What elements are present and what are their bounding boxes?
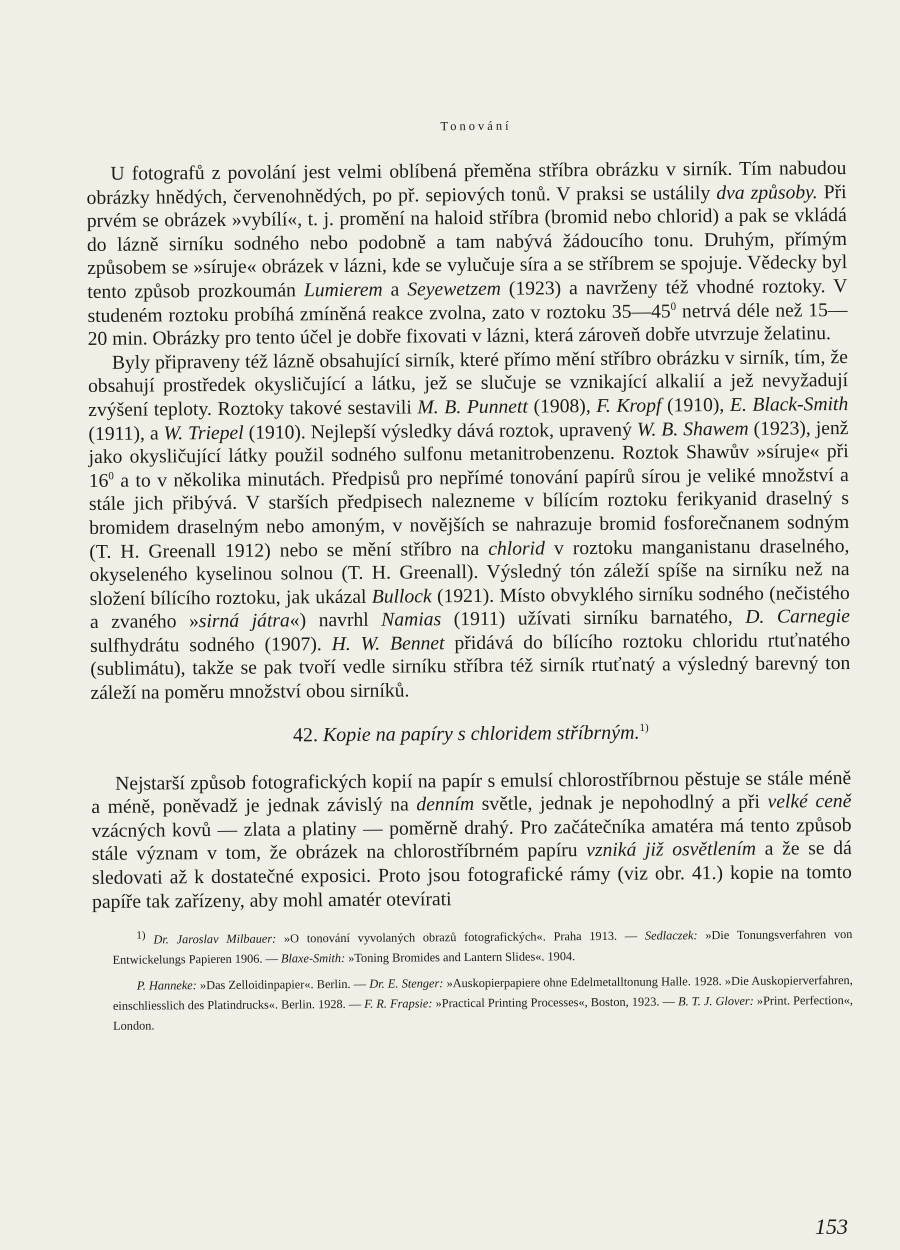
emphasis: F. R. Frapsie: [364, 996, 433, 1012]
text-run: »Das Zelloidinpapier«. Berlin. — [196, 977, 370, 993]
emphasis: Namias [381, 609, 442, 631]
text-run: sulfhydrátu sodného (1907). [90, 633, 332, 657]
footnote-2 [113, 970, 853, 1036]
text-run: (1910). Nejlepší výsledky dává roztok, upravený [243, 419, 637, 444]
text-run: (1923) a navrženy též vhodné roztoky. V studeném roztoku probíhá zmíněná reakce zvolna, zato v roztoku 35—45 [87, 275, 848, 327]
emphasis: vzniká již osvětlením [586, 839, 757, 862]
emphasis: Seyewetzem [407, 278, 501, 301]
text-run: «) navrhl [289, 609, 382, 632]
emphasis: W. B. Shawem [636, 418, 749, 441]
emphasis: Dr. Jaroslav Milbauer: [153, 931, 277, 947]
emphasis: velké ceně [767, 791, 852, 813]
degree-mark: 0 [108, 469, 114, 483]
text-run: světle, jednak je nepohodlný a při [473, 791, 768, 816]
emphasis: W. Triepel [163, 422, 244, 444]
degree-mark: 0 [670, 300, 677, 313]
paragraph-chloride-papers [91, 767, 852, 915]
text-run: Při prvém se obrázek »vybílí«, t. j. promění na haloid stříbra (bromid nebo chlorid) a pak se vkládá do lázně sirníku sodného nebo podobně a tam nabývá žádoucího tonu. Druhým, přímým způsobem se »síruje« obrázek v lázni, kde se vylučuje síra a se stříbrem se spojuje. Vědecky byl tento způsob prozkoumán [86, 181, 848, 303]
emphasis: M. B. Punnett [417, 396, 528, 419]
text-run: (1911), a [88, 422, 164, 445]
text-run: »Toning Bromides and Lantern Slides«. 1904. [345, 949, 576, 966]
text-run: (1911) užívati sirníku barnatého, [441, 607, 746, 631]
emphasis: denním [416, 794, 475, 816]
footnote-1 [112, 924, 852, 970]
emphasis: H. W. Bennet [331, 633, 445, 655]
text-run: netrvá déle než 15—20 min. Obrázky pro tento účel je dobře fixovati v lázni, která zároveň dobře utvrzuje želatinu. [87, 299, 848, 351]
section-heading [91, 720, 851, 749]
emphasis: Lumierem [303, 279, 383, 302]
emphasis: Bullock [371, 585, 432, 608]
book-page [86, 116, 853, 1036]
text-run: (1923), jenž jako okysličující látky použil sodného sulfonu metanitrobenzenu. Roztok Shawův »síruje« při 16 [88, 417, 849, 492]
text-run: (1910), [661, 394, 731, 417]
text-run: Byly připraveny též lázně obsahující sirník, které přímo mění stříbro obrázku v sirník, tím, že obsahují prostředek okysličující a látku, jež se slučuje se vznikající alkalií a jež nevyžadují zvýšení teploty. Roztoky takové sestavili [87, 346, 849, 421]
footnotes [92, 924, 853, 1036]
text-run: »O tonování vyvolaných obrazů fotografických«. Praha 1913. — [276, 928, 646, 946]
running-header: Tonování [440, 118, 512, 134]
text-run: »Print. Perfection«, London. [113, 993, 853, 1034]
emphasis: E. Black-Smith [729, 393, 849, 416]
emphasis: sirná játra [198, 610, 290, 633]
emphasis: dva způsoby. [716, 181, 818, 204]
footnote-mark: 1) [136, 929, 146, 942]
emphasis: Dr. E. Stenger: [369, 976, 444, 992]
emphasis: D. Carnegie [745, 606, 850, 629]
emphasis: chlorid [488, 537, 545, 560]
emphasis: Sedlaczek: [644, 928, 698, 943]
text-run: a to v několika minutách. Předpisů pro nepřímé tonování papírů sírou je veliké množství a stále jich přibývá. V starších předpisech nalezneme v bílícím roztoku ferikyanid draselný s bromidem draselným nebo amoným, v novějších se nahrazuje bromid fosforečnanem sodným (T. H. Greenall 1912) nebo se mění stříbro na [88, 464, 850, 563]
text-run: (1921). Místo obvyklého sirníku sodného (nečistého a zvaného » [89, 582, 850, 634]
text-run: a [382, 279, 408, 301]
text-run: »Auskopierpapiere ohne Edelmetalltonung Halle. 1928. »Die Auskopierverfahren, einschliesslich des Platindrucks«. Berlin. 1928. — [112, 973, 853, 1014]
text-run: a že se dá sledovati až k dostatečné exposici. Proto jsou fotografické rámy (viz obr. 41.) kopie na tomto papíře tak zařízeny, aby mohl amatér otevírati [91, 838, 853, 913]
text-run: »Practical Printing Processes«, Boston, 1923. — [432, 994, 679, 1011]
text-run: U fotografů z povolání jest velmi oblíbená přeměna stříbra obrázku v sirník. Tím nabudou obrázky hnědých, červenohnědých, po př. sepiových tonů. V praksi se ustálily [86, 158, 847, 209]
footnote-ref: 1) [639, 721, 649, 734]
text-run: Nejstarší způsob fotografických kopií na papír s emulsí chlorostříbrnou pěstuje se stále méně a méně, poněvadž je jednak závislý na [91, 767, 852, 819]
text-run: (1908), [527, 395, 597, 418]
section-title: Kopie na papíry s chloridem stříbrným. [322, 721, 640, 746]
emphasis: F. Kropf [596, 395, 662, 417]
emphasis: B. T. J. Glover: [677, 994, 754, 1009]
text-run: »Die Tonungsverfahren von Entwickelungs Papieren 1906. — [112, 927, 853, 968]
page-number: 153 [815, 1214, 848, 1239]
emphasis: P. Hanneke: [136, 978, 197, 993]
paragraph-sulfide-toning [86, 157, 847, 352]
text-run: v roztoku manganistanu draselného, okyseleného kyselinou solnou (T. H. Greenall). Výsledný tón záleží spíše na sirníku než na složení bílícího roztoku, jak ukázal [89, 535, 850, 610]
text-run: přidává do bílícího roztoku chloridu rtuťnatého (sublimátu), takže se pak tvoří vedle sirníku stříbra též sirník rtuťnatý a výsledný barevný ton záleží na poměru množství obou sirníků. [90, 629, 851, 705]
body-text [86, 157, 852, 914]
section-number: 42. [292, 723, 318, 747]
emphasis: Blaxe-Smith: [280, 951, 346, 966]
text-run: vzácných kovů — zlata a platiny — poměrně drahý. Pro začátečníka amatéra má tento způsob stále význam v tom, že obrázek na chlorostříbrném papíru [91, 814, 852, 866]
paragraph-sulfide-baths [88, 346, 851, 706]
